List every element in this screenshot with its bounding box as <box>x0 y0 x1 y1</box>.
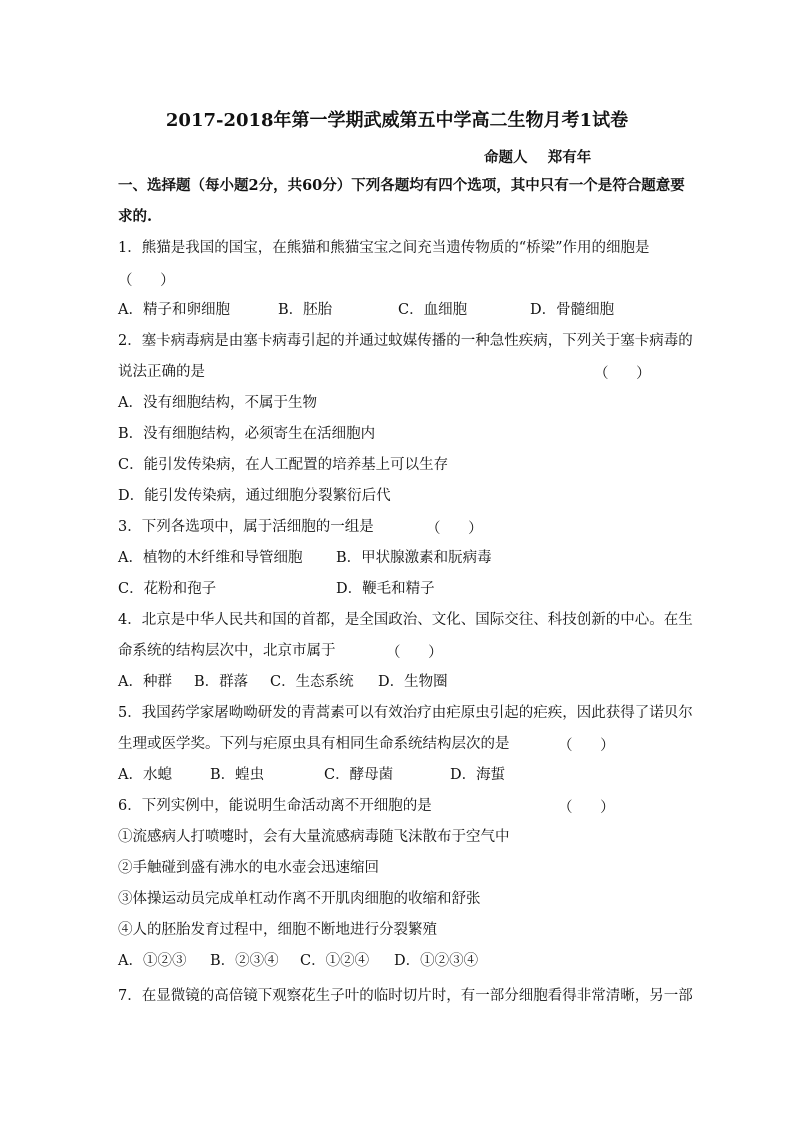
q5-stem-line2: 生理或医学奖。下列与疟原虫具有相同生命系统结构层次的是 <box>118 736 510 752</box>
q1-option-b: B．胚胎 <box>278 302 333 318</box>
exam-title: 2017-2018年第一学期武威第五中学高二生物月考1试卷 <box>165 110 629 131</box>
q6-item-3: ③体操运动员完成单杠动作离不开肌肉细胞的收缩和舒张 <box>118 891 481 907</box>
q4-option-b: B．群落 <box>194 674 249 690</box>
q2-answer-paren: （ ） <box>594 366 651 382</box>
q2-stem-line1: 2．塞卡病毒病是由塞卡病毒引起的并通过蚊媒传播的一种急性疾病，下列关于塞卡病毒的 <box>118 333 693 349</box>
q5-answer-paren: （ ） <box>558 738 615 754</box>
q5-option-d: D．海蜇 <box>450 767 506 783</box>
q7-stem-line1: 7．在显微镜的高倍镜下观察花生子叶的临时切片时，有一部分细胞看得非常清晰，另一部 <box>118 988 693 1004</box>
q6-answer-paren: （ ） <box>558 800 615 816</box>
q6-option-a: A．①②③ <box>118 953 187 969</box>
q1-option-c: C．血细胞 <box>398 302 468 318</box>
q3-answer-paren: （ ） <box>426 521 483 537</box>
q5-option-b: B．蝗虫 <box>210 767 265 783</box>
q4-option-a: A．种群 <box>118 674 172 690</box>
q4-option-d: D．生物圈 <box>378 674 448 690</box>
q5-stem-line1: 5．我国药学家屠呦呦研发的青蒿素可以有效治疗由疟原虫引起的疟疾，因此获得了诺贝尔 <box>118 705 693 721</box>
q4-option-c: C．生态系统 <box>270 674 354 690</box>
q2-option-c: C．能引发传染病，在人工配置的培养基上可以生存 <box>118 457 449 473</box>
author-line: 命题人 郑有年 <box>484 149 592 166</box>
q3-option-a: A．植物的木纤维和导管细胞 <box>118 550 303 566</box>
q4-stem-line2: 命系统的结构层次中，北京市属于 <box>118 643 336 659</box>
q2-option-d: D．能引发传染病，通过细胞分裂繁衍后代 <box>118 488 391 504</box>
section-heading-line2: 求的. <box>118 208 153 225</box>
q1-option-d: D．骨髓细胞 <box>530 302 615 318</box>
q3-option-c: C．花粉和孢子 <box>118 581 217 597</box>
q5-option-a: A．水螅 <box>118 767 172 783</box>
q1-stem: 1．熊猫是我国的国宝，在熊猫和熊猫宝宝之间充当遗传物质的“桥梁”作用的细胞是 <box>118 240 650 256</box>
q6-option-b: B．②③④ <box>210 953 279 969</box>
q6-option-c: C．①②④ <box>300 953 370 969</box>
q2-option-b: B．没有细胞结构，必须寄生在活细胞内 <box>118 426 376 442</box>
q2-stem-line2: 说法正确的是 <box>118 364 205 380</box>
q1-option-a: A．精子和卵细胞 <box>118 302 230 318</box>
section-heading-line1: 一、选择题（每小题2分，共60分）下列各题均有四个选项，其中只有一个是符合题意要 <box>118 177 685 194</box>
q6-item-2: ②手触碰到盛有沸水的电水壶会迅速缩回 <box>118 860 379 876</box>
q6-option-d: D．①②③④ <box>394 953 479 969</box>
q3-option-b: B．甲状腺激素和朊病毒 <box>336 550 492 566</box>
q6-item-1: ①流感病人打喷嚏时，会有大量流感病毒随飞沫散布于空气中 <box>118 829 510 845</box>
q6-item-4: ④人的胚胎发育过程中，细胞不断地进行分裂繁殖 <box>118 922 437 938</box>
q1-answer-paren: （ ） <box>118 273 175 289</box>
q4-answer-paren: （ ） <box>386 645 443 661</box>
q3-option-d: D．鞭毛和精子 <box>336 581 435 597</box>
q3-stem: 3．下列各选项中，属于活细胞的一组是 <box>118 519 374 535</box>
q4-stem-line1: 4．北京是中华人民共和国的首都，是全国政治、文化、国际交往、科技创新的中心。在生 <box>118 612 693 628</box>
q5-option-c: C．酵母菌 <box>324 767 394 783</box>
q2-option-a: A．没有细胞结构，不属于生物 <box>118 395 317 411</box>
q6-stem: 6．下列实例中，能说明生命活动离不开细胞的是 <box>118 798 432 814</box>
